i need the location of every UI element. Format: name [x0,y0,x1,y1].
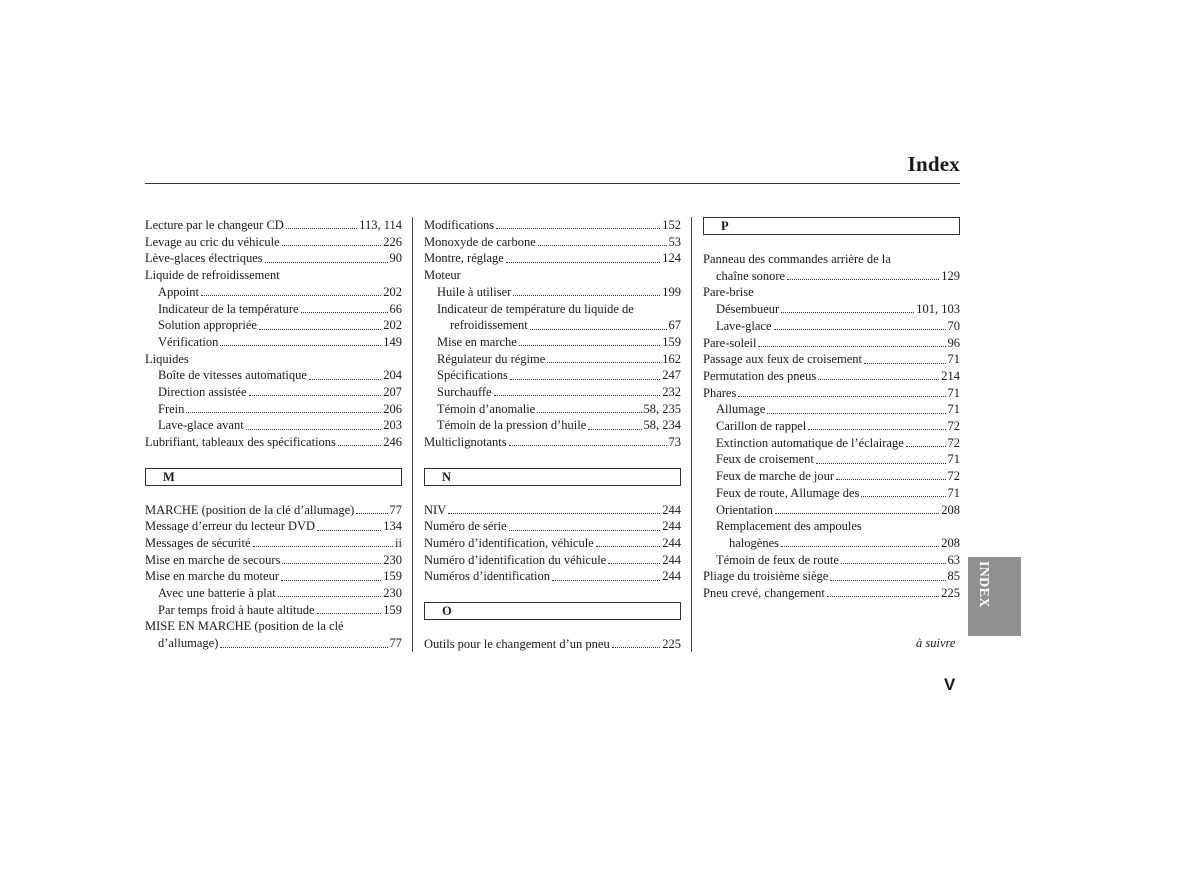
index-entry-text: Vérification [158,334,219,349]
dot-leader [301,311,388,313]
index-heading: MISE EN MARCHE (position de la clé [145,619,344,634]
index-entry-text: Mise en marche de secours [145,552,281,567]
index-entry [145,401,402,418]
index-entry-page: 230 [383,586,402,601]
index-entry-page: 199 [662,284,681,299]
index-entry-text: halogènes [729,535,779,550]
dot-leader [510,378,660,380]
index-entry [424,535,681,552]
index-entry-page: 77 [389,636,402,651]
dot-leader [278,595,381,597]
section-letter-header: N [424,468,681,486]
section-letter-header: O [424,602,681,620]
index-entry-text: Lave-glace [716,318,772,333]
index-entry-page: 226 [383,234,402,249]
dot-leader [317,529,381,531]
index-entry-page: 203 [383,418,402,433]
index-side-tab [968,557,1021,636]
index-entry [145,535,402,552]
index-entry-text: Numéro d’identification du véhicule [424,552,607,567]
dot-leader [596,545,661,547]
index-entry-page: 72 [947,419,960,434]
page-title: Index [907,152,960,176]
section-gap [145,451,402,468]
index-entry [703,485,960,502]
dot-leader [186,411,381,413]
index-entry [703,552,960,569]
index-entry-text: Orientation [716,502,773,517]
index-entry-text: Mise en marche [437,334,517,349]
dot-leader [864,362,946,364]
index-entry-page: 207 [383,385,402,400]
index-heading: Indicateur de température du liquide de [437,301,634,316]
index-entry-page: 202 [383,318,402,333]
index-heading: Moteur [424,268,461,283]
index-entry-page: 208 [941,502,960,517]
index-entry [424,367,681,384]
index-entry-page: 134 [383,519,402,534]
index-entry-text: Messages de sécurité [145,535,251,550]
index-entry-page: 63 [947,552,960,567]
index-entry-page: 58, 234 [643,418,681,433]
index-entry-text: NIV [424,502,447,517]
dot-leader [538,244,667,246]
dot-leader [253,545,394,547]
index-entry-page: 244 [662,535,681,550]
index-entry [145,518,402,535]
index-heading: Panneau des commandes arrière de la [703,252,891,266]
index-entry-text: Témoin de la pression d’huile [437,418,587,433]
dot-leader [552,579,660,581]
index-entry-text: MARCHE (position de la clé d’allumage) [145,502,355,517]
dot-leader [841,562,946,564]
dot-leader [827,595,939,597]
index-entry-text: Outils pour le changement d’un pneu [424,636,610,651]
index-entry [424,552,681,569]
index-entry-page: 90 [389,251,402,266]
index-entry-page: 71 [947,402,960,417]
dot-leader [547,361,660,363]
index-entry-page: 73 [668,435,681,450]
index-entry-page: 159 [662,334,681,349]
index-entry-page: 246 [383,435,402,450]
index-entry-page: 152 [662,218,681,232]
index-entry-text: Pliage du troisième siège [703,569,829,584]
dot-leader [787,278,939,280]
dot-leader [281,579,381,581]
dot-leader [338,444,381,446]
index-entry-page: 244 [662,552,681,567]
dot-leader [781,311,914,313]
index-entry-page: 113, 114 [359,218,402,232]
dot-leader [758,345,945,347]
dot-leader [509,529,661,531]
index-entry-text: Allumage [716,402,766,417]
index-entry-page: 159 [383,569,402,584]
index-entry [703,401,960,418]
index-column-1 [145,217,402,652]
dot-leader [836,478,945,480]
index-entry [424,317,681,334]
index-entry-text: Surchauffe [437,385,492,400]
index-entry-page: 71 [947,452,960,467]
index-entry [145,367,402,384]
index-entry-text: chaîne sonore [716,268,786,283]
index-entry-text: Extinction automatique de l’éclairage [716,435,904,450]
index-entry [703,418,960,435]
index-entry-page: 71 [947,485,960,500]
section-letter-header: P [703,217,960,235]
index-entry-text: Frein [158,401,185,416]
index-entry [145,602,402,619]
index-entry [424,334,681,351]
continued-label: à suivre [916,636,956,650]
index-entry [424,217,681,234]
index-entry-page: 247 [662,368,681,383]
index-entry [703,502,960,519]
index-entry-page: 225 [941,586,960,601]
index-entry [145,301,402,318]
dot-leader [220,344,381,346]
index-entry [145,434,402,451]
index-column-3 [703,217,960,602]
index-entry-text: Indicateur de la température [158,301,299,316]
index-entry [703,301,960,318]
index-entry-page: 208 [941,535,960,550]
index-entry-page: 159 [383,602,402,617]
index-entry-text: Passage aux feux de croisement [703,352,862,367]
index-entry-text: Feux de marche de jour [716,469,835,484]
index-entry-page: ii [395,535,402,550]
dot-leader [816,462,946,464]
dot-leader [818,378,939,380]
index-entry-page: 149 [383,334,402,349]
index-entry-text: Spécifications [437,368,508,383]
index-entry-text: Boîte de vitesses automatique [158,368,307,383]
index-entry [703,568,960,585]
dot-leader [767,412,945,414]
index-entry [424,518,681,535]
dot-leader [861,495,945,497]
index-entry-page: 162 [662,351,681,366]
index-entry [703,368,960,385]
index-entry [145,502,402,519]
index-entry [424,384,681,401]
index-entry [703,435,960,452]
index-entry-text: Levage au cric du véhicule [145,234,280,249]
index-entry [424,434,681,451]
index-entry [703,335,960,352]
index-entry-page: 225 [662,636,681,651]
index-entry [424,401,681,418]
index-entry [703,535,960,552]
dot-leader [519,344,660,346]
index-entry-text: Témoin d’anomalie [437,401,536,416]
index-entry-text: Numéro de série [424,519,507,534]
dot-leader [220,646,387,648]
index-entry-text: Feux de croisement [716,452,814,467]
index-entry-page: 244 [662,519,681,534]
dot-leader [317,612,382,614]
index-heading: Liquide de refroidissement [145,268,280,283]
index-entry-text: Numéro d’identification, véhicule [424,535,594,550]
dot-leader [506,261,660,263]
index-entry-text: refroidissement [450,318,528,333]
dot-leader [259,328,381,330]
index-entry-text: Modifications [424,218,495,232]
index-entry-page: 230 [383,552,402,567]
page-number: V [944,675,956,694]
index-entry [703,318,960,335]
index-entry-page: 53 [668,234,681,249]
index-entry-text: Lave-glace avant [158,418,244,433]
section-letter-header: M [145,468,402,486]
index-entry-page: 66 [389,301,402,316]
index-entry [703,585,960,602]
index-entry-page: 244 [662,502,681,517]
index-entry [703,351,960,368]
dot-leader [588,428,641,430]
dot-leader [608,562,660,564]
dot-leader [309,378,381,380]
index-entry [145,568,402,585]
index-entry-text: Appoint [158,284,199,299]
index-entry-page: 124 [662,251,681,266]
dot-leader [775,512,939,514]
section-gap [424,585,681,602]
index-entry-page: 58, 235 [643,401,681,416]
index-entry-page: 214 [941,368,960,383]
dot-leader [537,411,641,413]
index-entry-text: Message d’erreur du lecteur DVD [145,519,316,534]
index-entry-text: Avec une batterie à plat [158,586,276,601]
index-entry-page: 232 [662,385,681,400]
index-heading: Remplacement des ampoules [716,519,862,534]
index-entry-text: Phares [703,385,737,400]
index-entry-page: 85 [947,569,960,584]
dot-leader [265,261,388,263]
index-entry-text: Pneu crevé, changement [703,586,825,601]
index-entry [145,284,402,301]
index-entry [145,552,402,569]
index-entry-page: 72 [947,435,960,450]
index-entry-text: Régulateur du régime [437,351,546,366]
side-tab-label: INDEX [976,561,991,608]
index-entry-text: Lève-glaces électriques [145,251,263,266]
dot-leader [906,445,946,447]
index-entry-text: Désembueur [716,302,780,317]
index-entry-page: 204 [383,368,402,383]
index-entry-page: 101, 103 [916,302,960,317]
index-entry-page: 71 [947,385,960,400]
index-entry-text: Par temps froid à haute altitude [158,602,315,617]
dot-leader [286,227,357,229]
dot-leader [612,646,661,648]
index-entry [703,385,960,402]
section-gap [424,451,681,468]
dot-leader [496,227,660,229]
index-entry-text: Permutation des pneus [703,368,817,383]
index-entry [145,234,402,251]
index-entry [703,468,960,485]
index-entry [703,268,960,285]
index-entry-text: Feux de route, Allumage des [716,485,860,500]
index-entry-page: 244 [662,569,681,584]
index-entry [424,351,681,368]
dot-leader [513,294,660,296]
index-entry [145,384,402,401]
index-entry [424,568,681,585]
index-entry-text: Huile à utiliser [437,284,512,299]
index-entry [145,635,402,652]
dot-leader [781,545,939,547]
dot-leader [494,394,661,396]
index-entry-page: 71 [947,352,960,367]
index-entry-page: 77 [389,502,402,517]
dot-leader [249,394,382,396]
index-entry-page: 96 [947,335,960,350]
index-entry-page: 129 [941,268,960,283]
column-separator [412,217,413,652]
index-entry [145,217,402,234]
index-entry-text: Direction assistée [158,385,247,400]
dot-leader [356,512,387,514]
index-entry-text: Monoxyde de carbone [424,234,536,249]
index-entry-text: Solution appropriée [158,318,257,333]
index-heading: Liquides [145,351,189,366]
dot-leader [808,428,945,430]
dot-leader [738,395,945,397]
dot-leader [530,328,667,330]
dot-leader [282,562,381,564]
index-entry [145,250,402,267]
dot-leader [830,579,945,581]
index-entry-text: Multiclignotants [424,435,507,450]
index-entry-page: 206 [383,401,402,416]
index-entry [424,250,681,267]
index-entry-text: Montre, réglage [424,251,504,266]
dot-leader [246,428,382,430]
index-entry [424,636,681,653]
index-heading: Pare-brise [703,285,754,300]
column-separator [691,217,692,652]
index-entry-text: Lubrifiant, tableaux des spécifications [145,435,336,450]
index-entry-text: Lecture par le changeur CD [145,218,284,232]
index-entry [145,417,402,434]
index-entry [424,502,681,519]
index-entry [424,234,681,251]
dot-leader [774,328,946,330]
index-entry-text: Mise en marche du moteur [145,569,279,584]
index-entry-text: Carillon de rappel [716,419,807,434]
index-entry [703,451,960,468]
index-entry-text: d’allumage) [158,636,219,651]
dot-leader [448,512,660,514]
header-rule [145,183,960,184]
index-entry-page: 70 [947,318,960,333]
index-entry-page: 72 [947,469,960,484]
index-entry-text: Pare-soleil [703,335,757,350]
index-column-2 [424,217,681,652]
dot-leader [201,294,381,296]
index-entry [145,585,402,602]
index-entry-text: Témoin de feux de route [716,552,839,567]
index-entry [424,284,681,301]
index-entry-text: Numéros d’identification [424,569,551,584]
index-entry [145,317,402,334]
index-entry-page: 202 [383,284,402,299]
dot-leader [509,444,667,446]
dot-leader [282,244,382,246]
index-entry [145,334,402,351]
index-entry-page: 67 [668,318,681,333]
index-entry [424,417,681,434]
